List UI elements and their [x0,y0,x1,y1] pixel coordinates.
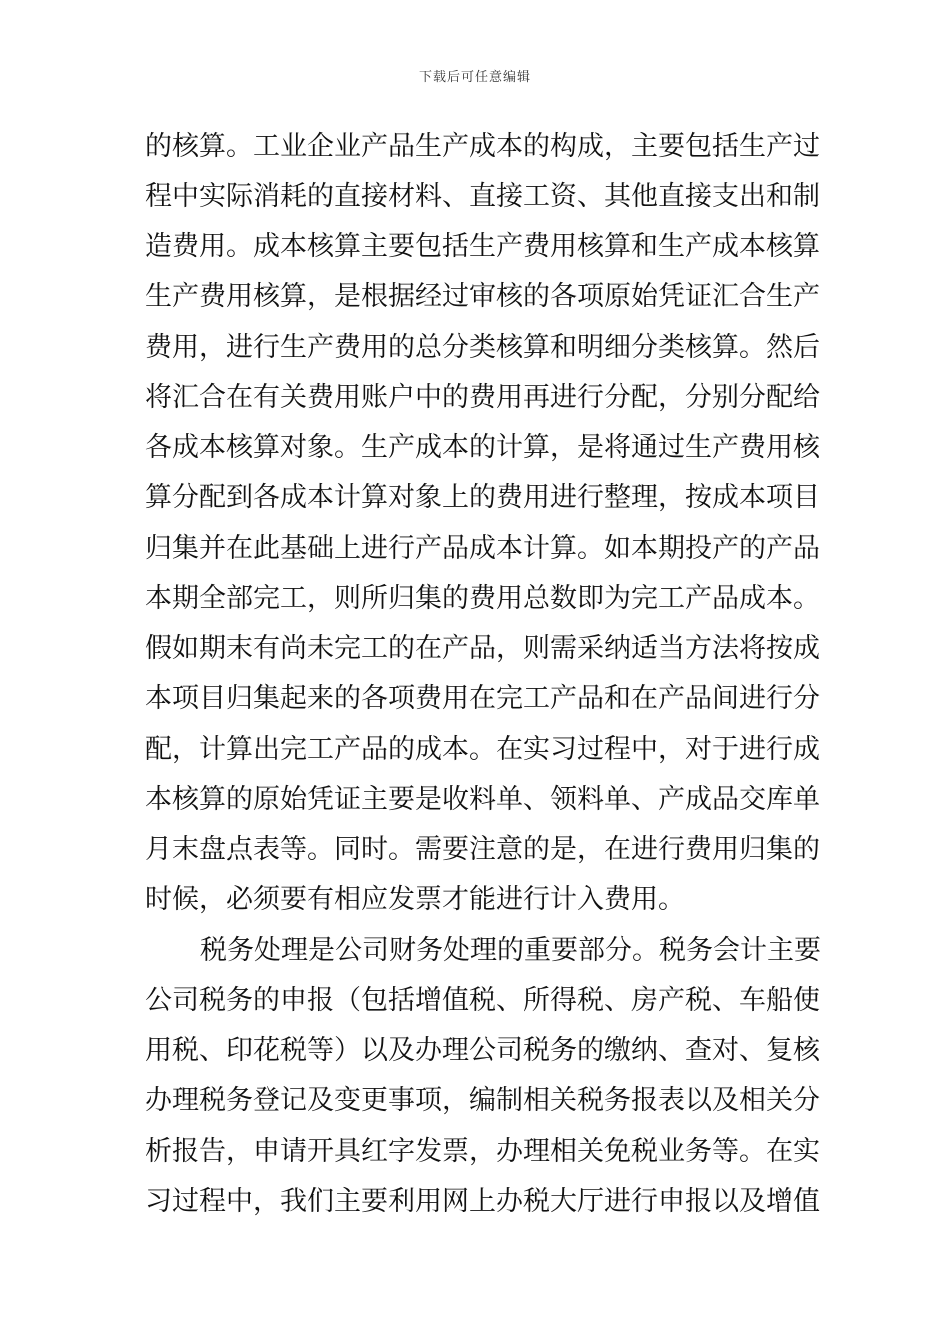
text-line: 程中实际消耗的直接材料、直接工资、其他直接支出和制 [145,181,820,212]
text-line: 本期全部完工，则所归集的费用总数即为完工产品成本。 [145,583,820,614]
text-line: 本项目归集起来的各项费用在完工产品和在产品间进行分 [145,683,820,714]
text-line: 析报告，申请开具红字发票，办理相关免税业务等。在实 [145,1136,820,1167]
text-line: 费用，进行生产费用的总分类核算和明细分类核算。然后 [145,332,820,363]
text-line: 习过程中，我们主要利用网上办税大厅进行申报以及增值 [145,1186,820,1217]
text-line: 归集并在此基础上进行产品成本计算。如本期投产的产品 [145,533,820,564]
text-line: 月末盘点表等。同时。需要注意的是，在进行费用归集的 [145,834,820,865]
text-line: 假如期末有尚未完工的在产品，则需采纳适当方法将按成 [145,633,820,664]
text-line: 税务处理是公司财务处理的重要部分。税务会计主要 [200,935,821,966]
text-line: 生产费用核算，是根据经过审核的各项原始凭证汇合生产 [145,281,820,312]
text-line: 将汇合在有关费用账户中的费用再进行分配，分别分配给 [145,382,820,413]
page-header: 下载后可任意编辑 [418,70,531,85]
text-line: 时候，必须要有相应发票才能进行计入费用。 [145,884,685,915]
text-line: 的核算。工业企业产品生产成本的构成，主要包括生产过 [145,131,820,162]
text-line: 配，计算出完工产品的成本。在实习过程中，对于进行成 [145,734,820,765]
text-line: 造费用。成本核算主要包括生产费用核算和生产成本核算 [145,231,820,262]
text-line: 各成本核算对象。生产成本的计算，是将通过生产费用核 [145,432,820,463]
text-line: 算分配到各成本计算对象上的费用进行整理，按成本项目 [145,482,820,513]
text-line: 办理税务登记及变更事项，编制相关税务报表以及相关分 [145,1085,820,1116]
text-line: 用税、印花税等）以及办理公司税务的缴纳、查对、复核 [145,1035,820,1066]
text-line: 公司税务的申报（包括增值税、所得税、房产税、车船使 [145,985,820,1016]
text-line: 本核算的原始凭证主要是收料单、领料单、产成品交库单 [145,784,820,815]
